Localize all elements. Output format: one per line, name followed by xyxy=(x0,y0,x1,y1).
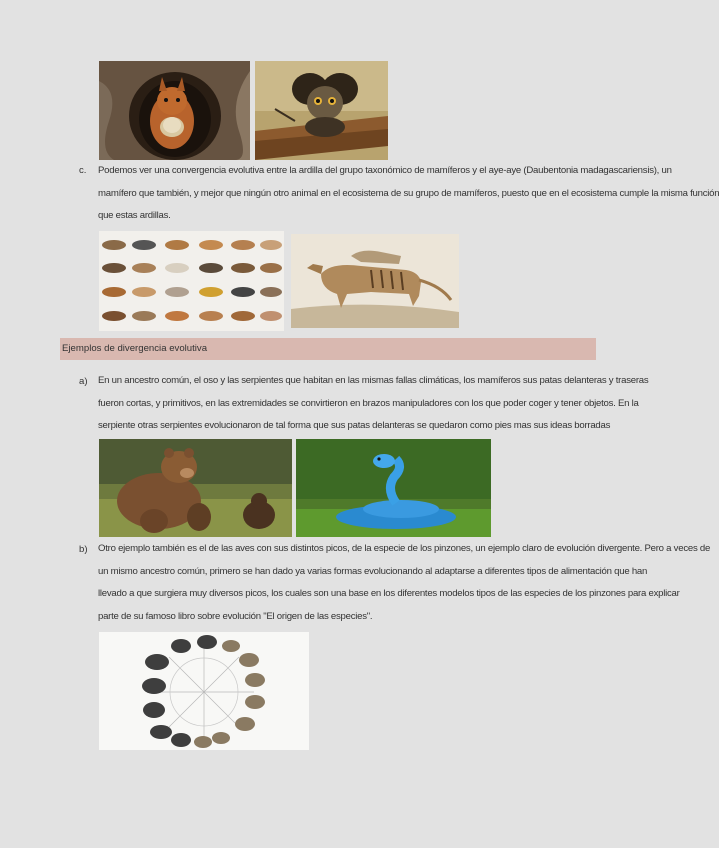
canids-grid-image xyxy=(99,231,284,331)
item-b-number: b) xyxy=(79,544,88,555)
finches-diagram xyxy=(99,632,309,750)
item-c-text xyxy=(98,160,719,228)
item-b-line: un mismo ancestro común, primero se han dado ya varias formas evolucionando al adaptarse a diferentes tipos de alimentación que han xyxy=(98,565,648,577)
item-a-number: a) xyxy=(79,376,88,387)
section-banner xyxy=(60,338,596,360)
item-b-line: llevado a que surgiera muy diversos picos, los cuales son una base en los diferentes modelos tipos de las especies de los pinzones para explicar xyxy=(98,588,680,599)
item-c-line: que estas ardillas. xyxy=(98,210,171,221)
blue-snake-photo xyxy=(296,439,491,537)
bear-photo xyxy=(99,439,292,537)
item-b-line: parte de su famoso libro sobre evolución "El origen de las especies". xyxy=(98,610,373,622)
aye-aye-photo xyxy=(255,61,388,160)
section-title: Ejemplos de divergencia evolutiva xyxy=(62,343,208,354)
squirrel-photo xyxy=(99,61,250,160)
thylacine-image xyxy=(291,234,459,328)
item-c-line: Podemos ver una convergencia evolutiva entre la ardilla del grupo taxonómico de mamíferos y el aye-aye (Daubentonia madagascariensis), un xyxy=(98,165,672,176)
item-c-line: mamífero que también, y mejor que ningún otro animal en el ecosistema de su grupo de mamíferos, puesto que en el ecosistema cumple la misma función xyxy=(98,187,719,199)
item-a-line: serpiente otras serpientes evolucionaron de tal forma que sus patas delanteras se quedaron como pies mas sus ideas borradas xyxy=(98,420,611,431)
item-c-number: c. xyxy=(79,165,87,176)
item-b-text xyxy=(98,538,711,628)
item-a-text xyxy=(98,370,649,438)
item-b-line: Otro ejemplo también es el de las aves con sus distintos picos, de la especie de los pinzones, un ejemplo claro de evolución divergente. Pero a veces de xyxy=(98,543,711,554)
item-a-line: En un ancestro común, el oso y las serpientes que habitan en las mismas fallas climáticas, los mamíferos sus patas delanteras y traseras xyxy=(98,375,649,386)
item-a-line: fueron cortas, y primitivos, en las extremidades se convirtieron en brazos manipuladores con los que poder coger y tener objetos. En la xyxy=(98,397,639,409)
